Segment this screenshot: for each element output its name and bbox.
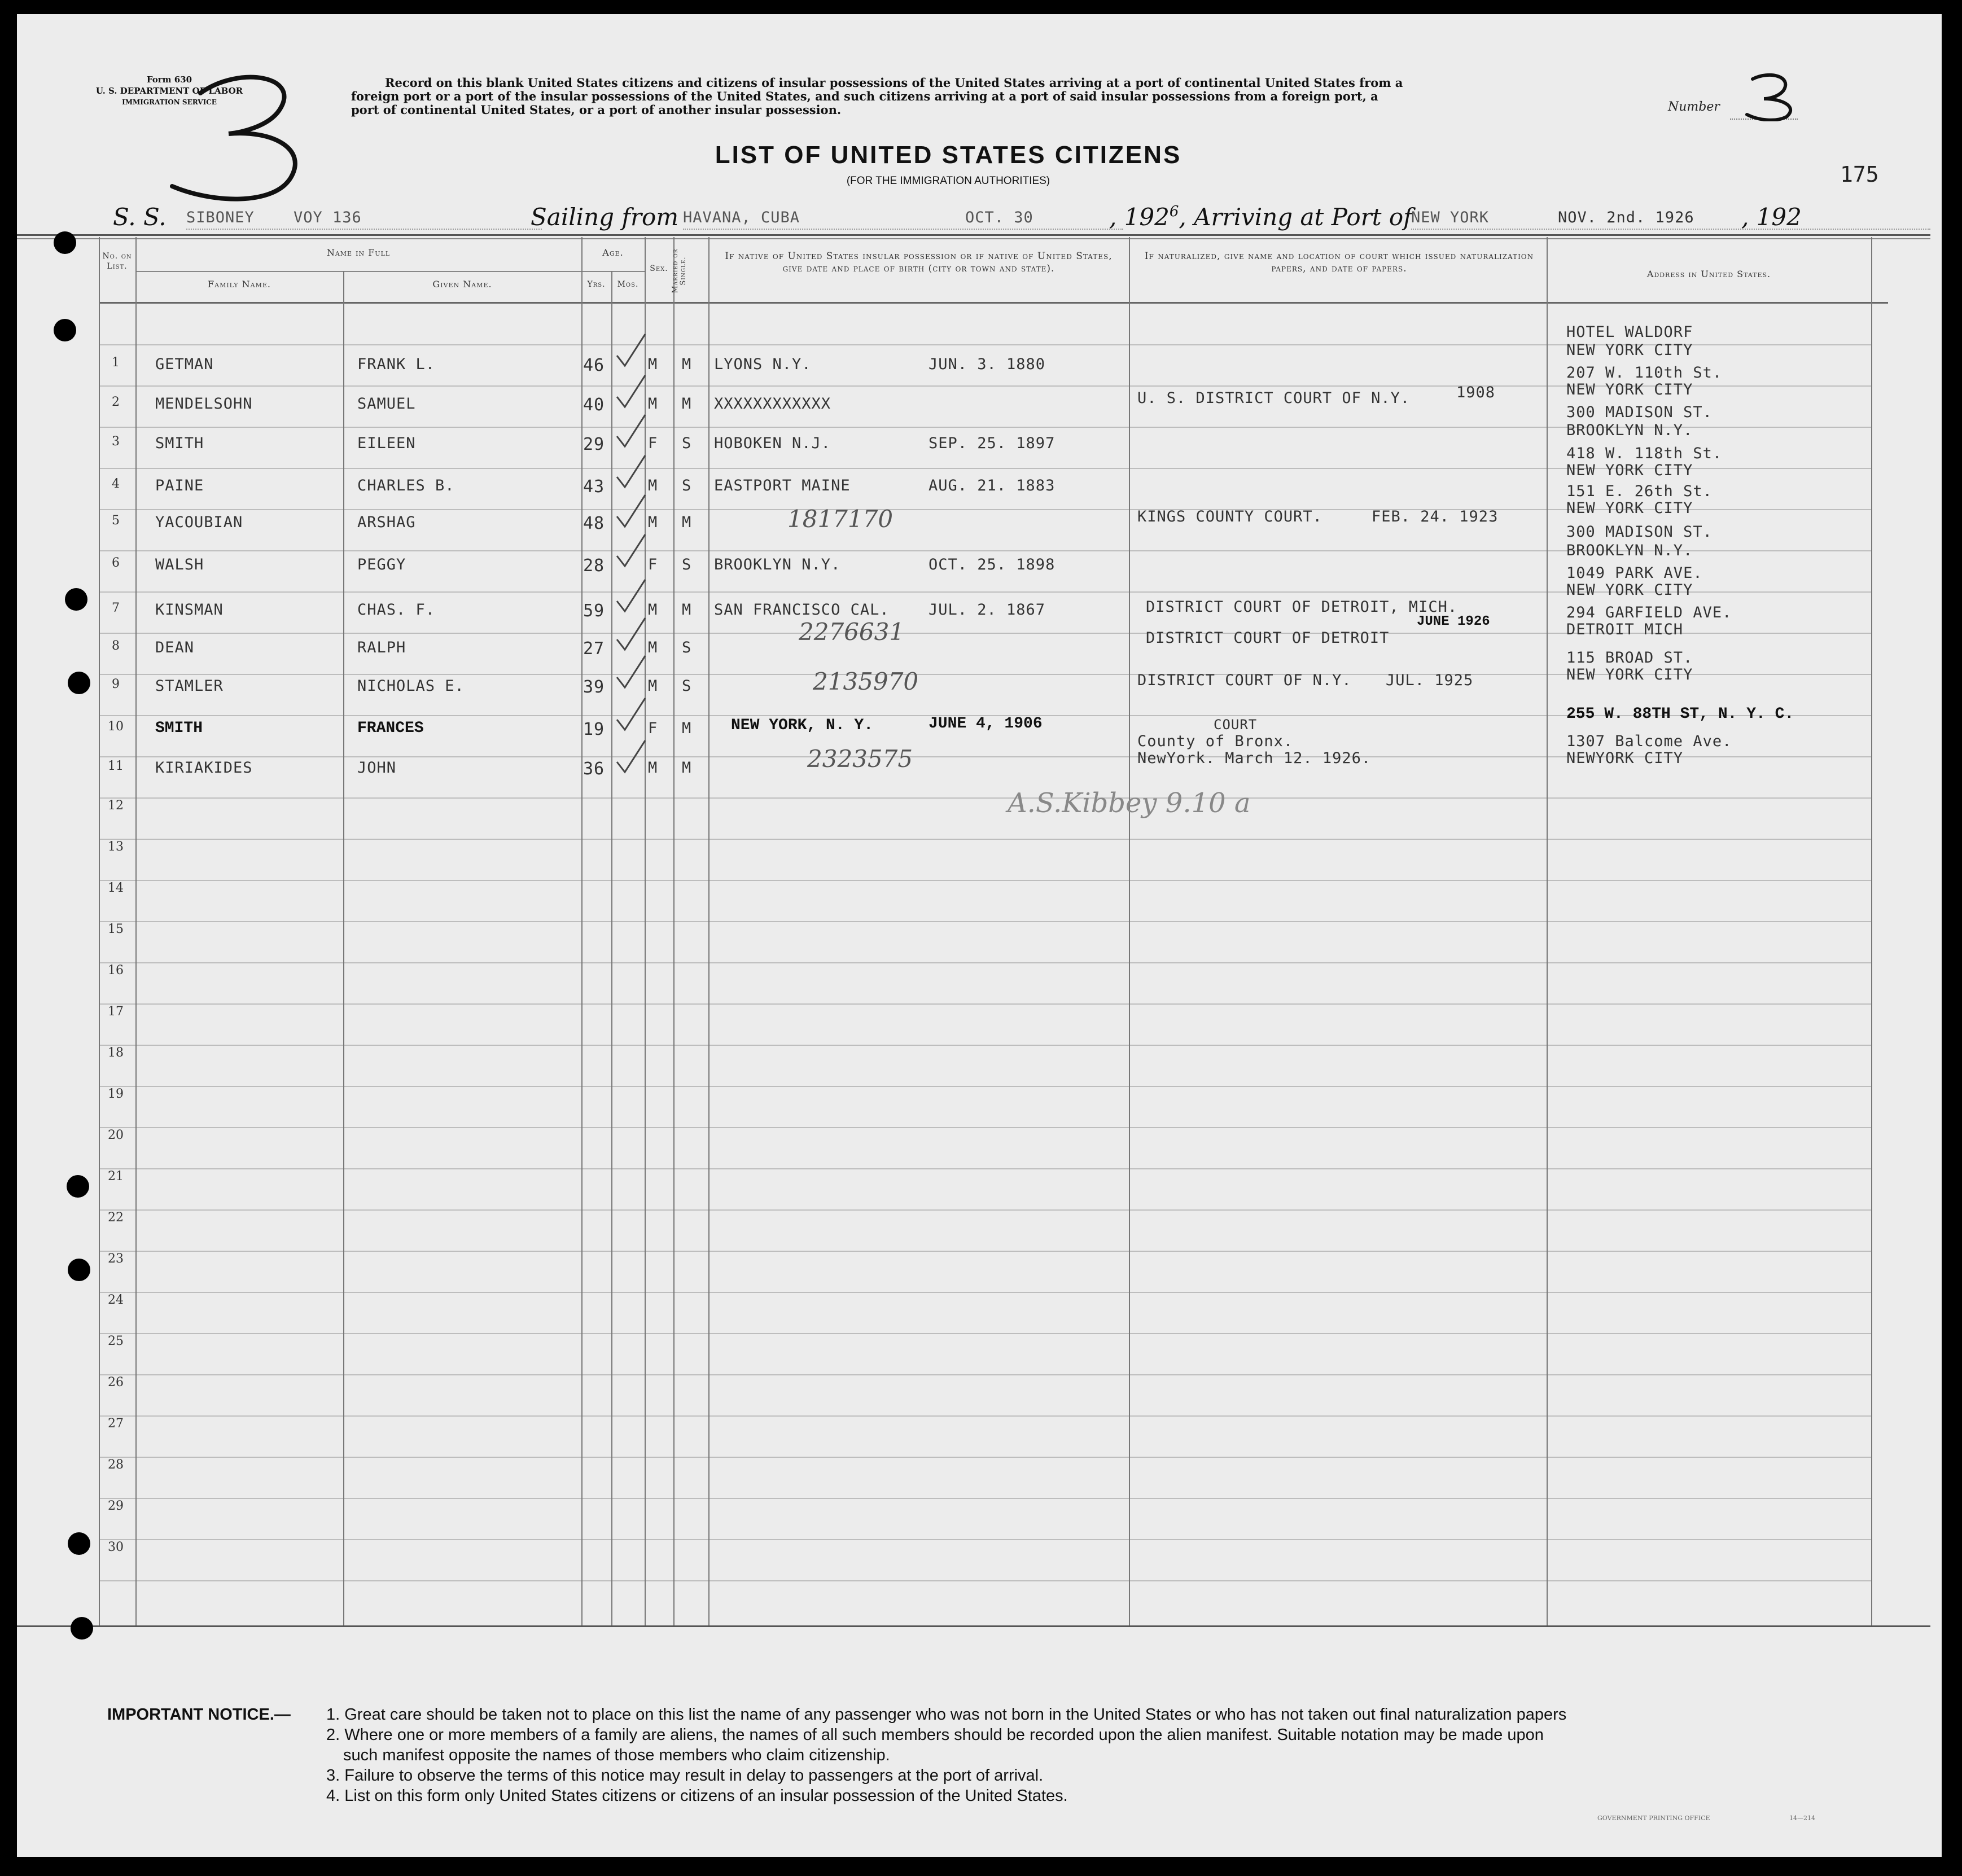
court-name: KINGS COUNTY COURT. bbox=[1137, 508, 1322, 525]
row-rule bbox=[99, 839, 1871, 840]
row-number: 26 bbox=[108, 1375, 124, 1390]
notice-label: IMPORTANT NOTICE.— bbox=[107, 1706, 291, 1724]
birth-date: JUNE 4, 1906 bbox=[929, 715, 1043, 733]
marital-status: S bbox=[682, 677, 692, 695]
age-years: 43 bbox=[583, 477, 605, 497]
court-date: FEB. 24. 1923 bbox=[1372, 508, 1499, 525]
family-name: DEAN bbox=[155, 639, 195, 656]
sex-value: M bbox=[648, 477, 658, 494]
birth-date: JUL. 2. 1867 bbox=[929, 601, 1046, 619]
court-date: NewYork. March 12. 1926. bbox=[1137, 749, 1372, 767]
court-name: DISTRICT COURT OF DETROIT bbox=[1146, 629, 1390, 647]
row-number: 18 bbox=[108, 1046, 124, 1060]
sex-value: M bbox=[648, 514, 658, 531]
sex-value: M bbox=[648, 395, 658, 413]
table-top-rule bbox=[17, 234, 1930, 236]
col-divider bbox=[135, 237, 137, 1625]
form-number: Form 630 bbox=[146, 74, 192, 85]
arriving-label: , Arriving at Port of bbox=[1179, 203, 1412, 231]
notice-item: such manifest opposite the names of those members who claim citizenship. bbox=[343, 1746, 890, 1764]
marital-status: S bbox=[682, 477, 692, 494]
age-years: 27 bbox=[583, 639, 605, 659]
family-name: WALSH bbox=[155, 556, 204, 573]
address-line-1: 418 W. 118th St. bbox=[1566, 445, 1723, 462]
address-line-1: 300 MADISON ST. bbox=[1566, 523, 1713, 541]
birth-date: SEP. 25. 1897 bbox=[929, 435, 1056, 452]
col-header-name: Name in Full bbox=[326, 247, 391, 258]
sex-value: M bbox=[648, 677, 658, 695]
age-years: 46 bbox=[583, 356, 605, 375]
family-name: SMITH bbox=[155, 720, 203, 737]
col-divider bbox=[708, 237, 710, 1625]
punch-hole bbox=[68, 1259, 90, 1281]
marital-status: M bbox=[682, 601, 692, 619]
court-insert: COURT bbox=[1214, 717, 1258, 733]
family-name: GETMAN bbox=[155, 356, 214, 373]
address-line-1: 300 MADISON ST. bbox=[1566, 404, 1713, 421]
family-name: STAMLER bbox=[155, 677, 224, 695]
col-header-mos: Mos. bbox=[617, 280, 639, 289]
col-header-yrs: Yrs. bbox=[587, 280, 606, 289]
address-line-1: 115 BROAD ST. bbox=[1566, 649, 1693, 667]
row-rule bbox=[99, 797, 1871, 799]
court-date: 1908 bbox=[1456, 384, 1496, 401]
punch-hole bbox=[67, 1175, 89, 1198]
family-name: PAINE bbox=[155, 477, 204, 494]
voyage-number: VOY 136 bbox=[294, 209, 362, 226]
punch-hole bbox=[71, 1617, 93, 1640]
court-name: DISTRICT COURT OF N.Y. bbox=[1137, 672, 1352, 689]
arrival-field-line bbox=[1411, 229, 1930, 230]
row-rule bbox=[99, 1333, 1871, 1334]
address-line-2: NEW YORK CITY bbox=[1566, 462, 1693, 479]
family-name: YACOUBIAN bbox=[155, 514, 243, 531]
court-name: County of Bronx. bbox=[1137, 733, 1294, 750]
record-note-line: foreign port or a port of the insular possessions of the United States, and such citizens arriving at a port of said insular possessions from a foreign port, a bbox=[351, 89, 1378, 103]
family-name: MENDELSOHN bbox=[155, 395, 253, 413]
check-mark-icon bbox=[612, 655, 652, 694]
col-divider bbox=[1129, 237, 1130, 1625]
age-years: 29 bbox=[583, 435, 605, 454]
age-years: 19 bbox=[583, 720, 605, 739]
punch-hole bbox=[68, 672, 90, 694]
address-line-1: 151 E. 26th St. bbox=[1566, 483, 1713, 500]
row-rule bbox=[99, 1498, 1871, 1499]
sailing-field-line bbox=[683, 229, 1123, 230]
printer-credit: GOVERNMENT PRINTING OFFICE bbox=[1597, 1814, 1710, 1822]
marital-status: S bbox=[682, 639, 692, 656]
birth-place: XXXXXXXXXXXX bbox=[714, 395, 831, 413]
number-field bbox=[1730, 102, 1798, 120]
sex-value: M bbox=[648, 601, 658, 619]
col-divider bbox=[673, 237, 675, 1625]
check-mark-icon bbox=[612, 617, 652, 656]
number-label: Number bbox=[1668, 100, 1720, 114]
marital-status: S bbox=[682, 556, 692, 573]
arrival-date: NOV. 2nd. 1926 bbox=[1558, 209, 1694, 226]
marital-status: S bbox=[682, 435, 692, 452]
sex-value: F bbox=[648, 720, 658, 737]
row-number: 17 bbox=[108, 1005, 124, 1019]
row-number: 6 bbox=[112, 556, 120, 570]
marital-status: M bbox=[682, 514, 692, 531]
handwritten-cert-number: 2276631 bbox=[799, 618, 905, 646]
birth-place: EASTPORT MAINE bbox=[714, 477, 851, 494]
col-header-family: Family Name. bbox=[208, 279, 271, 290]
row-number: 23 bbox=[108, 1252, 124, 1266]
col-header-address: Address in United States. bbox=[1646, 269, 1771, 279]
row-number: 4 bbox=[112, 477, 120, 491]
age-years: 28 bbox=[583, 556, 605, 576]
col-divider bbox=[343, 271, 344, 1625]
given-name: PEGGY bbox=[357, 556, 406, 573]
year-typed-digit: 6 bbox=[1169, 203, 1179, 220]
sex-value: F bbox=[648, 435, 658, 452]
age-years: 40 bbox=[583, 395, 605, 415]
page-subtitle: (FOR THE IMMIGRATION AUTHORITIES) bbox=[846, 175, 1050, 187]
address-line-2: NEW YORK CITY bbox=[1566, 499, 1693, 517]
notice-item: 1. Great care should be taken not to place on this list the name of any passenger who was not born in the United States or who has not taken out final naturalization papers bbox=[326, 1706, 1567, 1724]
check-mark-icon bbox=[612, 494, 652, 533]
address-line-1: HOTEL WALDORF bbox=[1566, 323, 1693, 341]
sex-value: M bbox=[648, 356, 658, 373]
col-divider bbox=[1871, 237, 1872, 1625]
row-number: 8 bbox=[112, 639, 120, 653]
address-line-2: NEW YORK CITY bbox=[1566, 381, 1693, 398]
page-stamp: 175 bbox=[1840, 162, 1879, 187]
row-rule bbox=[99, 1209, 1871, 1211]
table-bottom-rule bbox=[17, 1625, 1930, 1627]
year-label: , $192^6$, Arriving at Port of bbox=[1109, 203, 1412, 231]
form-code: 14—214 bbox=[1789, 1814, 1815, 1822]
marital-status: M bbox=[682, 356, 692, 373]
row-number: 11 bbox=[108, 759, 124, 773]
court-date: JUNE 1926 bbox=[1417, 614, 1490, 629]
page-title: LIST OF UNITED STATES CITIZENS bbox=[715, 141, 1182, 169]
row-number: 22 bbox=[108, 1211, 124, 1225]
row-number: 24 bbox=[108, 1293, 124, 1307]
col-header-no: No. on List. bbox=[102, 252, 132, 271]
row-number: 20 bbox=[108, 1128, 124, 1142]
row-rule bbox=[99, 1292, 1871, 1293]
row-rule bbox=[99, 1003, 1871, 1005]
punch-hole bbox=[54, 231, 76, 254]
row-rule bbox=[99, 1045, 1871, 1046]
row-number: 15 bbox=[108, 922, 124, 936]
family-name: SMITH bbox=[155, 435, 204, 452]
ss-label: S. S. bbox=[113, 203, 167, 231]
address-line-2: DETROIT MICH bbox=[1566, 621, 1684, 638]
sex-value: M bbox=[648, 639, 658, 656]
col-divider bbox=[581, 237, 583, 1625]
service-name: IMMIGRATION SERVICE bbox=[122, 98, 217, 106]
row-number: 7 bbox=[112, 601, 120, 615]
address-line-2: BROOKLYN N.Y. bbox=[1566, 422, 1693, 439]
marital-status: M bbox=[682, 759, 692, 777]
handwritten-cert-number: 2323575 bbox=[807, 745, 913, 773]
age-subheader-rule bbox=[581, 271, 645, 272]
row-number: 1 bbox=[112, 356, 120, 370]
row-number: 13 bbox=[108, 840, 124, 854]
record-note bbox=[351, 76, 1621, 117]
birth-place: NEW YORK, N. Y. bbox=[731, 717, 874, 734]
given-name: ARSHAG bbox=[357, 514, 416, 531]
sailing-date: OCT. 30 bbox=[965, 209, 1033, 226]
row-rule bbox=[99, 921, 1871, 922]
ship-name: SIBONEY bbox=[186, 209, 255, 226]
check-mark-icon bbox=[612, 578, 652, 618]
check-mark-icon bbox=[612, 374, 652, 414]
row-rule bbox=[99, 1168, 1871, 1169]
row-rule bbox=[99, 1086, 1871, 1087]
row-number: 5 bbox=[112, 514, 120, 528]
row-number: 14 bbox=[108, 881, 124, 895]
check-mark-icon bbox=[612, 414, 652, 453]
birth-date: AUG. 21. 1883 bbox=[929, 477, 1056, 494]
row-rule bbox=[99, 1415, 1871, 1417]
row-rule bbox=[99, 1580, 1871, 1581]
header-bottom-rule bbox=[99, 302, 1888, 304]
row-rule bbox=[99, 1127, 1871, 1128]
given-name: SAMUEL bbox=[357, 395, 416, 413]
address-line-2: BROOKLYN N.Y. bbox=[1566, 542, 1693, 559]
col-header-age: Age. bbox=[602, 247, 624, 258]
record-note-line: port of continental United States, or a port of another insular possession. bbox=[351, 103, 842, 117]
row-rule bbox=[99, 1457, 1871, 1458]
row-number: 10 bbox=[108, 720, 124, 734]
col-header-married: Married or Single. bbox=[671, 248, 687, 293]
given-name: CHAS. F. bbox=[357, 601, 436, 619]
marital-status: M bbox=[682, 395, 692, 413]
row-number: 19 bbox=[108, 1087, 124, 1101]
address-line-1: 207 W. 110th St. bbox=[1566, 364, 1723, 382]
row-rule bbox=[99, 962, 1871, 963]
address-line-2: NEW YORK CITY bbox=[1566, 341, 1693, 359]
address-line-2: NEW YORK CITY bbox=[1566, 581, 1693, 599]
check-mark-icon bbox=[612, 454, 652, 494]
col-divider bbox=[1547, 237, 1548, 1625]
birth-place: SAN FRANCISCO CAL. bbox=[714, 601, 890, 619]
given-name: FRANK L. bbox=[357, 356, 436, 373]
age-years: 59 bbox=[583, 601, 605, 621]
name-subheader-rule bbox=[135, 271, 581, 272]
given-name: CHARLES B. bbox=[357, 477, 455, 494]
notice-item: 4. List on this form only United States citizens or citizens of an insular possession of the United States. bbox=[326, 1787, 1068, 1805]
address-line-1: 1307 Balcome Ave. bbox=[1566, 733, 1732, 750]
row-rule bbox=[99, 1251, 1871, 1252]
row-rule bbox=[99, 880, 1871, 881]
age-years: 39 bbox=[583, 677, 605, 697]
sex-value: F bbox=[648, 556, 658, 573]
row-rule bbox=[99, 1374, 1871, 1375]
check-mark-icon bbox=[612, 697, 652, 737]
row-number: 12 bbox=[108, 799, 124, 813]
address-line-2: NEWYORK CITY bbox=[1566, 749, 1684, 767]
notice-item: 2. Where one or more members of a family are aliens, the names of all such members should be recorded upon the alien manifest. Suitable notation may be made upon bbox=[326, 1726, 1544, 1744]
year-label-2: , 192 bbox=[1741, 203, 1802, 231]
punch-hole bbox=[68, 1532, 90, 1555]
court-date: JUL. 1925 bbox=[1386, 672, 1474, 689]
row-number: 29 bbox=[108, 1499, 124, 1513]
row-number: 16 bbox=[108, 963, 124, 978]
court-name: U. S. DISTRICT COURT OF N.Y. bbox=[1137, 389, 1411, 407]
notice-item: 3. Failure to observe the terms of this notice may result in delay to passengers at the port of arrival. bbox=[326, 1767, 1044, 1785]
birth-date: OCT. 25. 1898 bbox=[929, 556, 1056, 573]
row-number: 28 bbox=[108, 1458, 124, 1472]
handwritten-initials: A.S.Kibbey 9.10 a bbox=[1008, 787, 1251, 819]
birth-place: HOBOKEN N.J. bbox=[714, 435, 831, 452]
record-note-line: Record on this blank United States citizens and citizens of insular possessions of the United States arriving at a port of continental United States from a bbox=[385, 76, 1403, 90]
department-name: U. S. DEPARTMENT OF LABOR bbox=[95, 86, 243, 96]
row-number: 30 bbox=[108, 1540, 124, 1554]
sailing-from: HAVANA, CUBA bbox=[683, 209, 800, 226]
row-rule bbox=[99, 1539, 1871, 1540]
row-number: 25 bbox=[108, 1334, 124, 1348]
punch-hole bbox=[65, 588, 87, 611]
document-sheet bbox=[17, 14, 1942, 1857]
handwritten-sheet-number bbox=[161, 71, 330, 214]
row-number: 21 bbox=[108, 1169, 124, 1184]
row-number: 9 bbox=[112, 677, 120, 691]
given-name: FRANCES bbox=[357, 720, 424, 737]
marital-status: M bbox=[682, 720, 692, 737]
notice-list bbox=[326, 1704, 1907, 1806]
check-mark-icon bbox=[612, 739, 652, 779]
col-header-naturalized: If naturalized, give name and location of court which issued naturalization papers, and date of papers. bbox=[1144, 251, 1534, 274]
age-years: 36 bbox=[583, 759, 605, 779]
sailing-label: Sailing from bbox=[531, 203, 679, 231]
given-name: RALPH bbox=[357, 639, 406, 656]
col-header-birth: If native of United States insular possession or if native of United States, give date and place of birth (city or town and state). bbox=[725, 251, 1113, 274]
row-number: 2 bbox=[112, 395, 120, 409]
birth-place: BROOKLYN N.Y. bbox=[714, 556, 841, 573]
arrival-port: NEW YORK bbox=[1411, 209, 1490, 226]
row-number: 27 bbox=[108, 1417, 124, 1431]
handwritten-cert-number: 1817170 bbox=[787, 505, 894, 533]
birth-date: JUN. 3. 1880 bbox=[929, 356, 1046, 373]
col-header-sex: Sex. bbox=[650, 264, 668, 273]
punch-hole bbox=[54, 319, 76, 341]
address-line-1: 294 GARFIELD AVE. bbox=[1566, 604, 1732, 621]
check-mark-icon bbox=[612, 533, 652, 573]
address-line-2: NEW YORK CITY bbox=[1566, 666, 1693, 683]
row-number: 3 bbox=[112, 435, 120, 449]
given-name: JOHN bbox=[357, 759, 397, 777]
table-top-rule-2 bbox=[17, 238, 1930, 239]
ship-field-line bbox=[186, 229, 542, 230]
sex-value: M bbox=[648, 759, 658, 777]
age-years: 48 bbox=[583, 514, 605, 533]
court-name: DISTRICT COURT OF DETROIT, MICH. bbox=[1146, 598, 1458, 616]
family-name: KINSMAN bbox=[155, 601, 224, 619]
family-name: KIRIAKIDES bbox=[155, 759, 253, 777]
handwritten-cert-number: 2135970 bbox=[813, 668, 919, 695]
address-line-1: 1049 PARK AVE. bbox=[1566, 564, 1703, 582]
address-line-1: 255 W. 88TH ST, N. Y. C. bbox=[1566, 705, 1794, 723]
given-name: EILEEN bbox=[357, 435, 416, 452]
birth-place: LYONS N.Y. bbox=[714, 356, 812, 373]
col-header-given: Given Name. bbox=[432, 279, 492, 290]
given-name: NICHOLAS E. bbox=[357, 677, 465, 695]
check-mark-icon bbox=[612, 333, 652, 372]
